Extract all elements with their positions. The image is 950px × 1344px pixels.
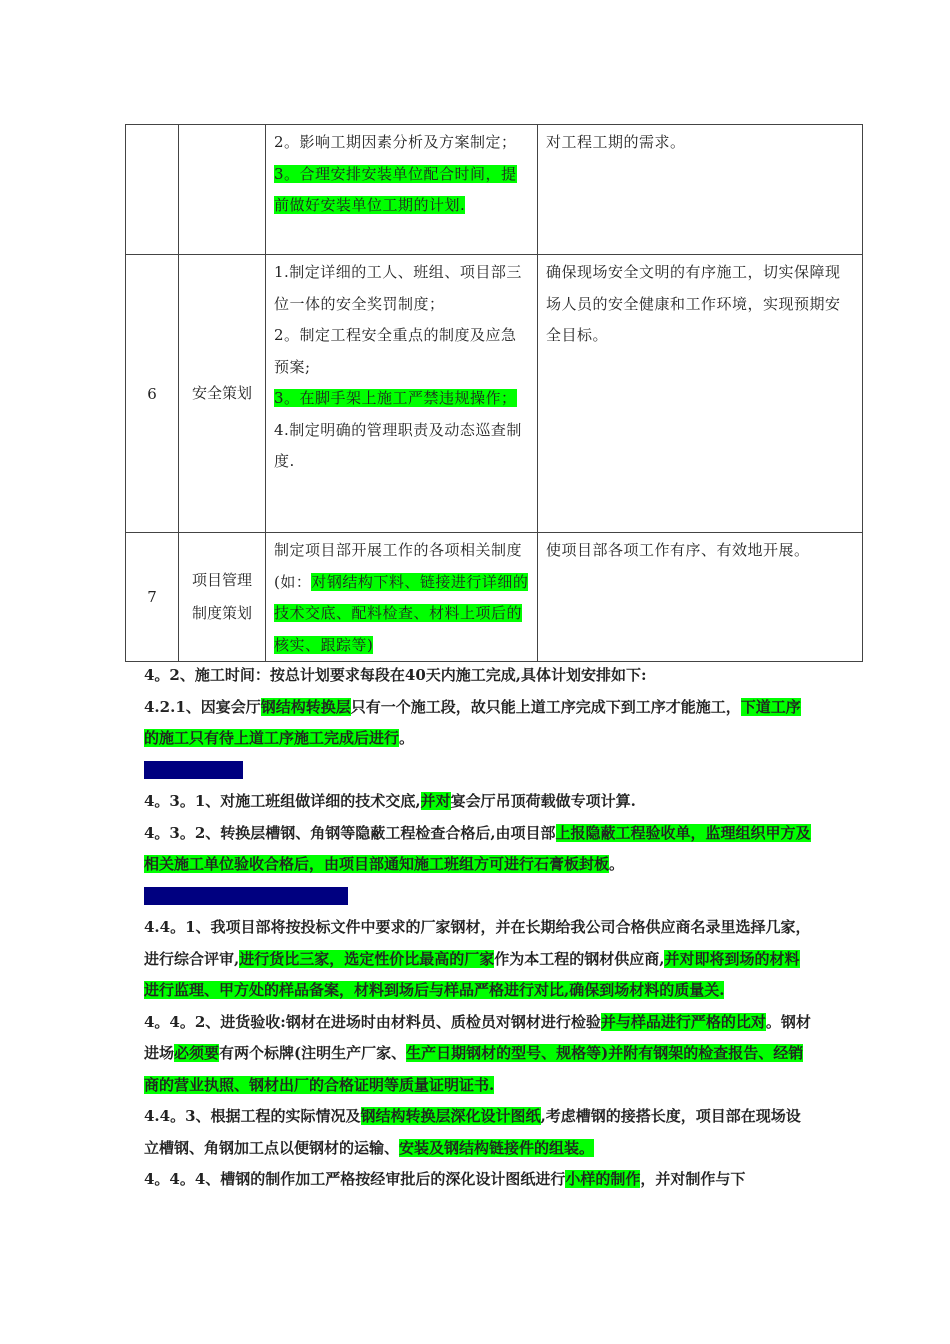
text-highlight: 并对即将到场的材料进行监理、甲方处的样品备案，材料到场后与样品严格进行对比,确保到场材料的质量关. [144,949,800,999]
row-name [179,533,266,662]
text-run: 作为本工程的钢材供应商, [494,949,665,968]
text-run: 只有一个施工段，故只能上道工序完成下到工序才能施工， [350,697,741,716]
table-row [126,533,863,662]
text-run: 4.4。3、根据工程的实际情况及 [144,1107,361,1125]
name-cell [179,125,266,255]
paragraph-4-3-1 [144,786,814,818]
text-run: 。 [609,855,625,873]
row-name-line: 制度策划 [191,604,252,622]
heading-highlight: 4.3、施工准备 [144,760,243,779]
text-highlight: 进行货比三家，选定性价比最高的厂家 [239,949,495,968]
goal-text: 对工程工期的需求。 [546,133,686,151]
text-highlight: 安装及钢结构链接件的组装。 [399,1138,595,1157]
table-row [126,255,863,533]
measure-text: 制定项目部开展工作的各项相关制度(如： [274,541,523,591]
paragraph-4-4-2 [144,1007,814,1102]
text-run: 4.2.1、因宴会厅 [144,697,261,716]
paragraph-4-4-3 [144,1101,814,1164]
text-highlight: 下道工序的施工只有待上道工序施工完成后进行 [144,697,801,747]
text-run: 。钢材进场 [144,1012,811,1062]
paragraph-4-4-1 [144,912,814,1007]
text-highlight: 必须要 [174,1044,220,1062]
text-run: ，并对制作与下 [640,1170,746,1188]
measure-item: 2。影响工期因素分析及方案制定； [274,133,517,151]
row-name: 安全策划 [179,255,266,533]
text-run: 4.4。1、我项目部将按投标文件中要求的厂家钢材，并在长期给我公司合格供应商名录里选择几家，进行综合评审, [144,918,811,968]
text-highlight: 钢结构转换层 [260,697,351,716]
row-number: 6 [126,255,179,533]
paragraph-4-2: 4。2、施工时间：按总计划要求每段在40天内施工完成,具体计划安排如下: [144,666,647,684]
measure-item: 4.制定明确的管理职责及动态巡查制度. [274,420,522,470]
text-run: 4。4。4、槽钢的制作加工严格按经审批后的深化设计图纸进行 [144,1170,566,1188]
measures-cell [266,255,538,533]
measures-cell [266,125,538,255]
text-highlight: 生产日期钢材的型号、规格等)并附有钢架的检查报告、经销商的营业执照、钢材出厂的合格证明等质量证明证书. [144,1044,804,1094]
goal-cell [538,533,863,662]
measure-item: 1.制定详细的工人、班组、项目部三位一体的安全奖罚制度； [274,263,522,313]
text-run: 。 [399,729,415,747]
measure-text-highlight: 对钢结构下料、链接进行详细的技术交底、配料检查、材料上项后的核实、跟踪等) [274,572,529,654]
measure-item: 2。制定工程安全重点的制度及应急预案; [274,326,517,376]
goal-text: 使项目部各项工作有序、有效地开展。 [546,541,810,559]
text-run: 有两个标牌(注明生产厂家、 [219,1044,407,1062]
document-body [144,660,814,1196]
goal-text: 确保现场安全文明的有序施工，切实保障现场人员的安全健康和工作环境，实现预期安全目标。 [546,263,841,344]
measures-cell [266,533,538,662]
paragraph-4-4-4 [144,1164,814,1196]
table-row [126,125,863,255]
goal-cell [538,255,863,533]
text-run: 4。4。2、进货验收:钢材在进场时由材料员、质检员对钢材进行检验 [144,1012,601,1031]
paragraph-4-3-2 [144,818,814,881]
text-run: 4。3。1、对施工班组做详细的技术交底, [144,792,421,810]
text-highlight: 钢结构转换层深化设计图纸 [360,1107,541,1125]
heading-4-3 [144,755,814,787]
heading-highlight: 4.4、钢材的选择、检验与检查 [144,886,348,905]
text-highlight: 并对 [420,792,451,810]
measure-item-highlight: 3。合理安排安装单位配合时间，提前做好安装单位工期的计划. [274,164,517,214]
text-highlight: 并与样品进行严格的比对 [600,1012,766,1031]
goal-cell [538,125,863,255]
measure-item-highlight: 3。在脚手架上施工严禁违规操作； [274,389,517,407]
text-run: 宴会厅吊顶荷载做专项计算. [450,792,636,810]
heading-4-4 [144,881,814,913]
plan-table [125,124,863,662]
text-run: ,考虑槽钢的接搭长度，项目部在现场设立槽钢、角钢加工点以便钢材的运输、 [144,1107,801,1157]
text-highlight: 上报隐蔽工程验收单，监理组织甲方及相关施工单位验收合格后，由项目部通知施工班组方可进行石膏板封板 [144,823,811,873]
num-cell [126,125,179,255]
row-number: 7 [126,533,179,662]
text-run: 4。3。2、转换层槽钢、角钢等隐蔽工程检查合格后,由项目部 [144,823,556,842]
paragraph-4-2-1 [144,692,814,755]
text-highlight: 小样的制作 [565,1170,641,1188]
row-name-line: 项目管理 [191,571,252,589]
